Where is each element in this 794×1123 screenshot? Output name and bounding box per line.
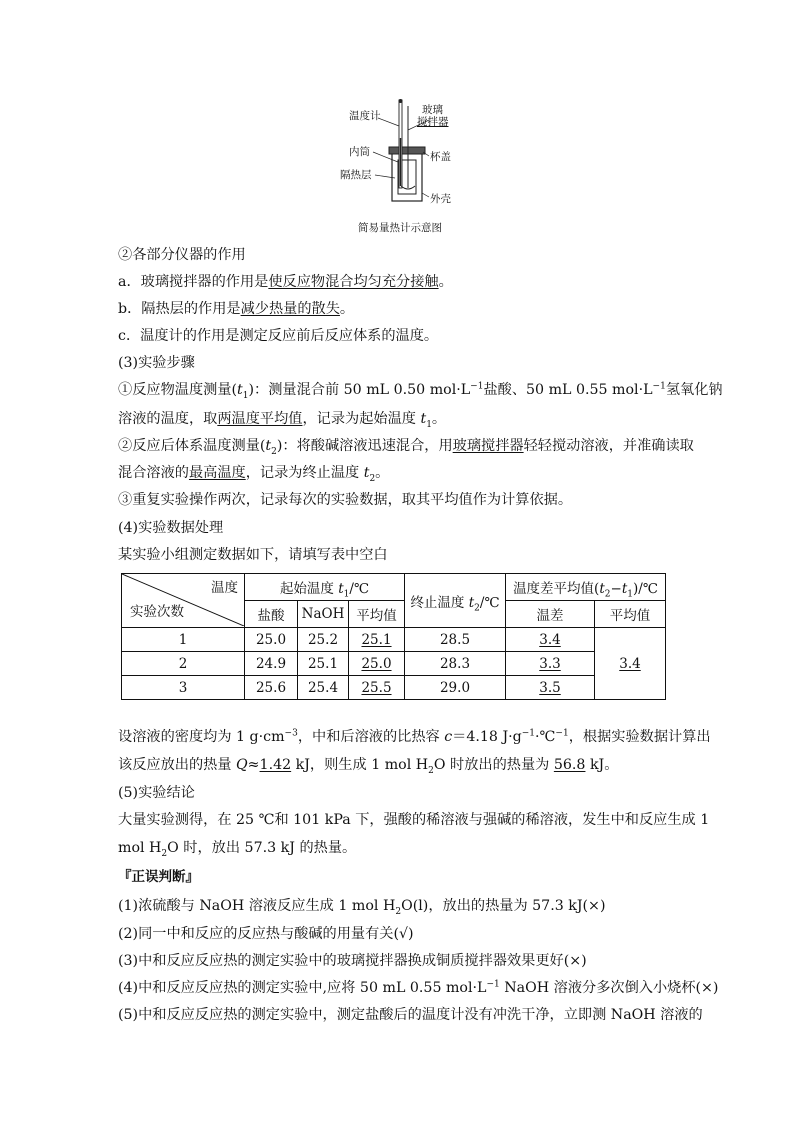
judgement-item-3: (3)中和反应反应热的测定实验中的玻璃搅拌器换成铜质搅拌器效果更好(×) — [118, 953, 587, 969]
judgement-item-5: (5)中和反应反应热的测定实验中，测定盐酸后的温度计没有冲洗干净，立即测 NaOH 溶液的 — [118, 1007, 703, 1023]
sub-header-diff-avg: 平均值 — [595, 601, 666, 628]
corner-top-label: 温度 — [211, 580, 238, 596]
judgement-heading: 『正误判断』 — [118, 869, 199, 885]
sub-header-hcl: 盐酸 — [245, 601, 298, 628]
start-temp-header: 起始温度 $t_1/℃$ — [245, 574, 405, 601]
cell-diff: 3.3 — [506, 652, 595, 676]
step-2-line-2: 混合溶液的最高温度，记录为终止温度 $t_2$。 — [118, 465, 390, 484]
conclusion-heading: (5)实验结论 — [118, 785, 195, 801]
step-2-line-1: ②反应后体系温度测量$(t_2)$：将酸碱溶液迅速混合，用玻璃搅拌器轻轻搅动溶液，并准确读取 — [118, 438, 694, 457]
cell-overall-avg: 3.4 — [595, 628, 666, 700]
step-1-line-1: ①反应物温度测量$(t_1)$：测量混合前 50 mL 0.50 $mol\cdot L^{-1}$盐酸、50 mL 0.55 $mol\cdot L^{-1}$氢氧化钠 — [118, 381, 723, 401]
cell-end: 28.5 — [405, 628, 506, 652]
cell-naoh: 25.4 — [298, 676, 349, 700]
cell-n: 1 — [122, 628, 245, 652]
judgement-item-2: (2)同一中和反应的反应热与酸碱的用量有关(√) — [118, 926, 414, 942]
judgement-item-1: (1)浓硫酸与 NaOH 溶液反应生成 1 mol $H_2O(l)$，放出的热量为 57.3 kJ(×) — [118, 898, 606, 917]
data-table — [121, 573, 666, 700]
lid-label: 杯盖 — [430, 151, 451, 163]
insulation-label: 隔热层 — [340, 169, 372, 181]
sub-header-avg: 平均值 — [349, 601, 405, 628]
step-3: ③重复实验操作两次，记录每次的实验数据，取其平均值作为计算依据。 — [118, 492, 573, 508]
cell-hcl: 25.6 — [245, 676, 298, 700]
corner-bottom-label: 实验次数 — [130, 604, 184, 620]
sub-header-diff: 温差 — [506, 601, 595, 628]
calorimeter-diagram — [340, 98, 455, 238]
cell-naoh: 25.1 — [298, 652, 349, 676]
cell-naoh: 25.2 — [298, 628, 349, 652]
inner-cup-label: 内筒 — [349, 146, 370, 158]
stirrer-label-2: 搅拌器 — [417, 116, 449, 128]
table-corner-cell — [122, 574, 245, 628]
cell-avg: 25.0 — [349, 652, 405, 676]
cell-end: 29.0 — [405, 676, 506, 700]
cell-diff: 3.5 — [506, 676, 595, 700]
parts-b: b．隔热层的作用是减少热量的散失。 — [118, 301, 355, 317]
sub-header-naoh: NaOH — [298, 601, 349, 628]
data-heading: (4)实验数据处理 — [118, 520, 224, 536]
step-1-line-2: 溶液的温度，取两温度平均值，记录为起始温度 $t_1$。 — [118, 411, 447, 430]
table-row — [122, 652, 666, 676]
conclusion-line-1: 大量实验测得，在 25 ℃和 101 kPa 下，强酸的稀溶液与强碱的稀溶液，发生中和反应生成 1 — [118, 812, 710, 828]
parts-heading: ②各部分仪器的作用 — [118, 247, 246, 263]
cell-avg: 25.5 — [349, 676, 405, 700]
conclusion-line-2: mol $H_2O$ 时，放出 57.3 kJ 的热量。 — [118, 840, 357, 859]
calc-line-2: 该反应放出的热量 Q≈1.42 kJ，则生成 1 mol $H_2O$ 时放出的热量为 56.8 kJ。 — [118, 757, 619, 776]
stirrer-label-1: 玻璃 — [422, 104, 443, 116]
cell-avg: 25.1 — [349, 628, 405, 652]
cell-n: 3 — [122, 676, 245, 700]
table-row — [122, 628, 666, 652]
cell-n: 2 — [122, 652, 245, 676]
thermometer-label: 温度计 — [349, 110, 381, 122]
cell-hcl: 24.9 — [245, 652, 298, 676]
data-intro: 某实验小组测定数据如下，请填写表中空白 — [118, 547, 388, 563]
table-row — [122, 676, 666, 700]
cell-hcl: 25.0 — [245, 628, 298, 652]
diff-header: 温度差平均值$(t_2-t_1)/℃$ — [506, 574, 666, 601]
judgement-item-4: (4)中和反应反应热的测定实验中,应将 50 mL 0.55 $mol\cdot L^{-1}$ NaOH 溶液分多次倒入小烧杯(×) — [118, 979, 719, 996]
steps-heading: (3)实验步骤 — [118, 355, 195, 371]
shell-label: 外壳 — [430, 193, 451, 205]
calc-line-1: 设溶液的密度均为 1 $g\cdot cm^{-3}$，中和后溶液的比热容 c＝4.18 $J\cdot g^{-1}\cdot℃^{-1}$，根据实验数据计算出 — [118, 728, 711, 745]
cell-diff: 3.4 — [506, 628, 595, 652]
parts-c: c．温度计的作用是测定反应前后反应体系的温度。 — [118, 328, 439, 344]
end-temp-header: 终止温度 $t_2/℃$ — [405, 574, 506, 628]
parts-a: a．玻璃搅拌器的作用是使反应物混合均匀充分接触。 — [118, 274, 453, 290]
figure-caption: 简易量热计示意图 — [358, 222, 442, 234]
cell-end: 28.3 — [405, 652, 506, 676]
